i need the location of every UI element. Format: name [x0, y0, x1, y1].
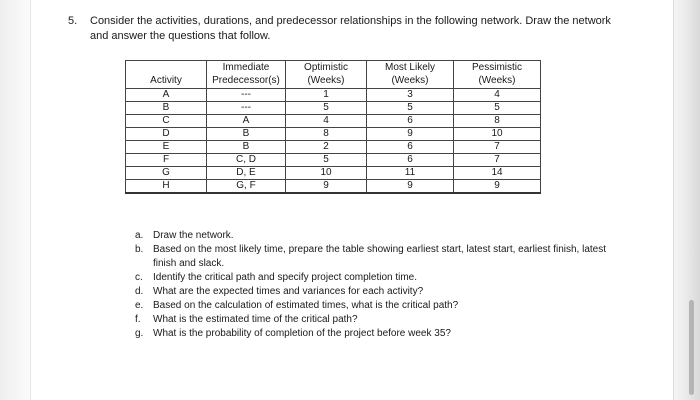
sub-question-text: Identify the critical path and specify project completion time. [153, 272, 418, 283]
cell-predecessors: C, D [207, 154, 286, 167]
sub-question-letter: c. [135, 272, 143, 283]
cell-pessimistic: 5 [454, 102, 541, 115]
cell-optimistic: 4 [286, 115, 367, 128]
table-row [126, 89, 541, 102]
sub-question-text: Based on the most likely time, prepare the table showing earliest start, latest start, earliest finish, latest finish and slack. [153, 244, 606, 269]
cell-pessimistic: 7 [454, 141, 541, 154]
sub-question-letter: e. [135, 300, 144, 311]
cell-optimistic: 10 [286, 167, 367, 180]
cell-predecessors: D, E [207, 167, 286, 180]
sub-question [135, 243, 615, 271]
sub-question [135, 285, 615, 299]
cell-activity: C [126, 115, 207, 128]
cell-most-likely: 3 [367, 89, 454, 102]
sub-question-letter: f. [135, 314, 141, 325]
table-row [126, 128, 541, 141]
sub-question [135, 271, 615, 285]
table-row [126, 167, 541, 180]
sub-question-letter: g. [135, 328, 144, 339]
cell-optimistic: 8 [286, 128, 367, 141]
sub-question-letter: a. [135, 230, 144, 241]
cell-activity: G [126, 167, 207, 180]
cell-optimistic: 9 [286, 180, 367, 194]
table-row [126, 102, 541, 115]
cell-pessimistic: 9 [454, 180, 541, 194]
cell-predecessors: B [207, 128, 286, 141]
sub-question [135, 327, 615, 341]
cell-most-likely: 9 [367, 180, 454, 194]
sub-question-text: Based on the calculation of estimated times, what is the critical path? [153, 300, 459, 311]
cell-pessimistic: 7 [454, 154, 541, 167]
sub-question [135, 299, 615, 313]
cell-optimistic: 1 [286, 89, 367, 102]
sub-question-text: What is the estimated time of the critical path? [153, 314, 358, 325]
question-number: 5. [68, 15, 78, 27]
cell-predecessors: --- [207, 89, 286, 102]
cell-predecessors: B [207, 141, 286, 154]
cell-most-likely: 5 [367, 102, 454, 115]
cell-optimistic: 5 [286, 154, 367, 167]
sub-question-list [135, 229, 615, 341]
cell-activity: D [126, 128, 207, 141]
table-row [126, 154, 541, 167]
cell-pessimistic: 10 [454, 128, 541, 141]
table-row [126, 180, 541, 194]
sub-question-text: What is the probability of completion of the project before week 35? [153, 328, 451, 339]
cell-predecessors: G, F [207, 180, 286, 194]
question-text: Consider the activities, durations, and predecessor relationships in the following network. Draw the network and answer the questions that follow. [90, 15, 611, 42]
header-most-likely: Most Likely (Weeks) [367, 61, 454, 89]
cell-most-likely: 9 [367, 128, 454, 141]
header-predecessors: Immediate Predecessor(s) [207, 61, 286, 89]
question-prompt [68, 14, 630, 44]
cell-activity: A [126, 89, 207, 102]
header-optimistic: Optimistic (Weeks) [286, 61, 367, 89]
sub-question-letter: d. [135, 286, 144, 297]
cell-optimistic: 2 [286, 141, 367, 154]
cell-activity: B [126, 102, 207, 115]
sub-question [135, 313, 615, 327]
left-margin-panel [0, 0, 31, 400]
cell-pessimistic: 4 [454, 89, 541, 102]
cell-most-likely: 6 [367, 115, 454, 128]
cell-predecessors: --- [207, 102, 286, 115]
cell-most-likely: 11 [367, 167, 454, 180]
table-row [126, 141, 541, 154]
sub-question-text: Draw the network. [153, 230, 234, 241]
sub-question-text: What are the expected times and variances for each activity? [153, 286, 424, 297]
table-header-row [126, 61, 541, 89]
header-activity: Activity [126, 61, 207, 89]
header-pessimistic: Pessimistic (Weeks) [454, 61, 541, 89]
cell-pessimistic: 8 [454, 115, 541, 128]
cell-predecessors: A [207, 115, 286, 128]
cell-activity: E [126, 141, 207, 154]
right-margin-panel [673, 0, 700, 400]
cell-most-likely: 6 [367, 141, 454, 154]
table-row [126, 115, 541, 128]
sub-question [135, 229, 615, 243]
cell-most-likely: 6 [367, 154, 454, 167]
cell-pessimistic: 14 [454, 167, 541, 180]
cell-optimistic: 5 [286, 102, 367, 115]
sub-question-letter: b. [135, 244, 144, 255]
cell-activity: H [126, 180, 207, 194]
scrollbar-thumb[interactable] [689, 300, 694, 395]
activity-table [125, 60, 541, 194]
cell-activity: F [126, 154, 207, 167]
